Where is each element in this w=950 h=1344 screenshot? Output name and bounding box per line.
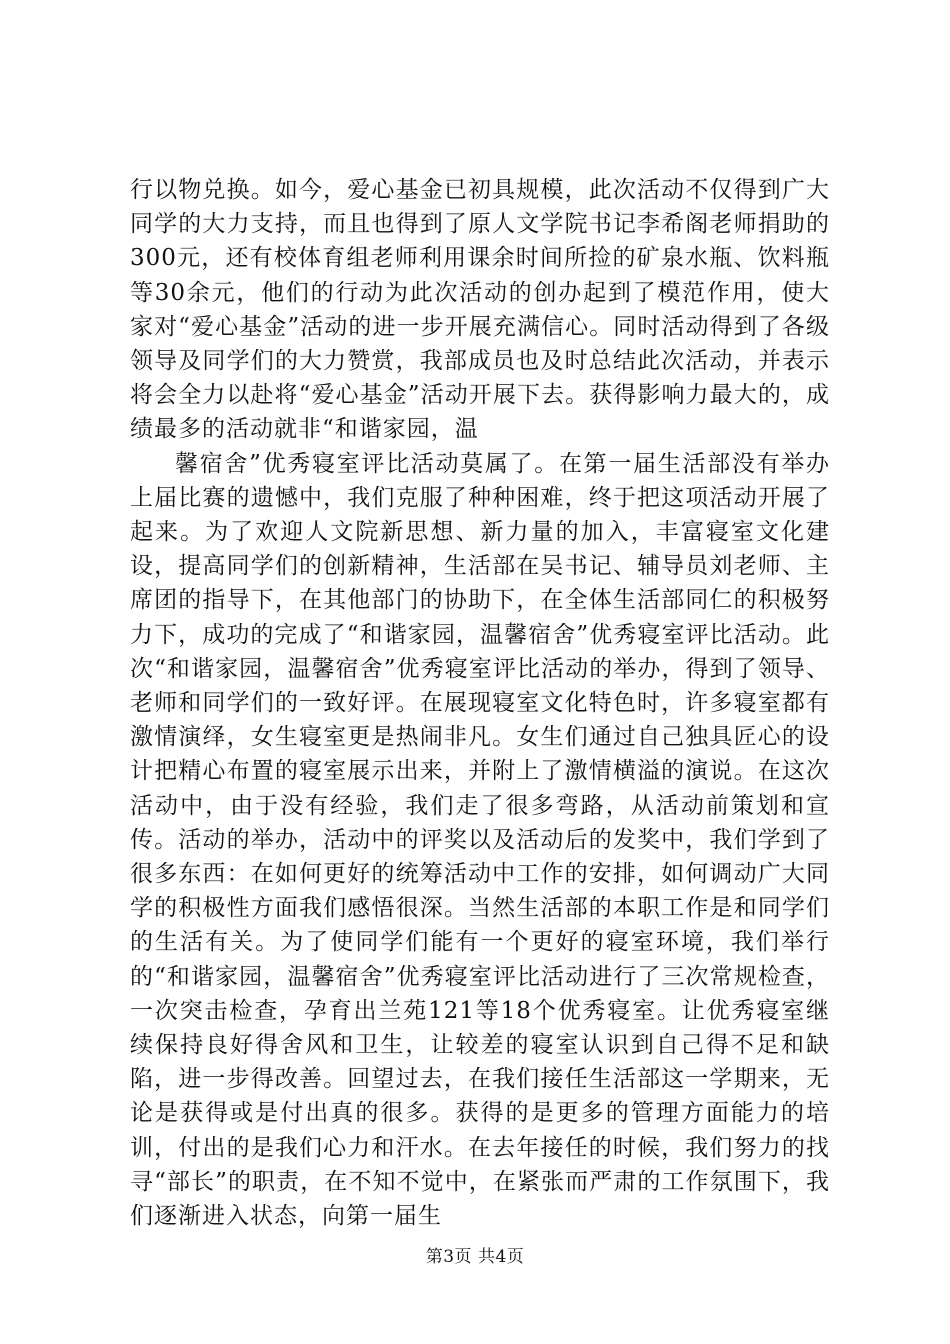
paragraph-1: 行以物兑换。如今，爱心基金已初具规模，此次活动不仅得到广大同学的大力支持，而且也得到了原人文学院书记李希阁老师捐助的300元，还有校体育组老师利用课余时间所捡的矿泉水瓶、饮料瓶等30余元，他们的行动为此次活动的创办起到了模范作用，使大家对“爱心基金”活动的进一步开展充满信心。同时活动得到了各级领导及同学们的大力赞赏，我部成员也及时总结此次活动，并表示将会全力以赴将“爱心基金”活动开展下去。获得影响力最大的，成绩最多的活动就非“和谐家园，温	[130, 177, 830, 443]
page-footer: 第3页 共4页	[425, 1247, 525, 1267]
body-text	[130, 173, 830, 1233]
paragraph-2: 馨宿舍”优秀寝室评比活动莫属了。在第一届生活部没有举办上届比赛的遗憾中，我们克服了种种困难，终于把这项活动开展了起来。为了欢迎人文院新思想、新力量的加入，丰富寝室文化建设，提高同学们的创新精神，生活部在吴书记、辅导员刘老师、主席团的指导下，在其他部门的协助下，在全体生活部同仁的积极努力下，成功的完成了“和谐家园，温馨宿舍”优秀寝室评比活动。此次“和谐家园，温馨宿舍”优秀寝室评比活动的举办，得到了领导、老师和同学们的一致好评。在展现寝室文化特色时，许多寝室都有激情演绎，女生寝室更是热闹非凡。女生们通过自己独具匠心的设计把精心布置的寝室展示出来，并附上了激情横溢的演说。在这次活动中，由于没有经验，我们走了很多弯路，从活动前策划和宣传。活动的举办，活动中的评奖以及活动后的发奖中，我们学到了很多东西：在如何更好的统筹活动中工作的安排，如何调动广大同学的积极性方面我们感悟很深。当然生活部的本职工作是和同学们的生活有关。为了使同学们能有一个更好的寝室环境，我们举行的“和谐家园，温馨宿舍”优秀寝室评比活动进行了三次常规检查，一次突击检查，孕育出兰苑121等18个优秀寝室。让优秀寝室继续保持良好得舍风和卫生，让较差的寝室认识到自己得不足和缺陷，进一步得改善。回望过去，在我们接任生活部这一学期来，无论是获得或是付出真的很多。获得的是更多的管理方面能力的培训，付出的是我们心力和汗水。在去年接任的时候，我们努力的找寻“部长”的职责，在不知不觉中，在紧张而严肃的工作氛围下，我们逐渐进入状态，向第一届生	[130, 450, 830, 1230]
